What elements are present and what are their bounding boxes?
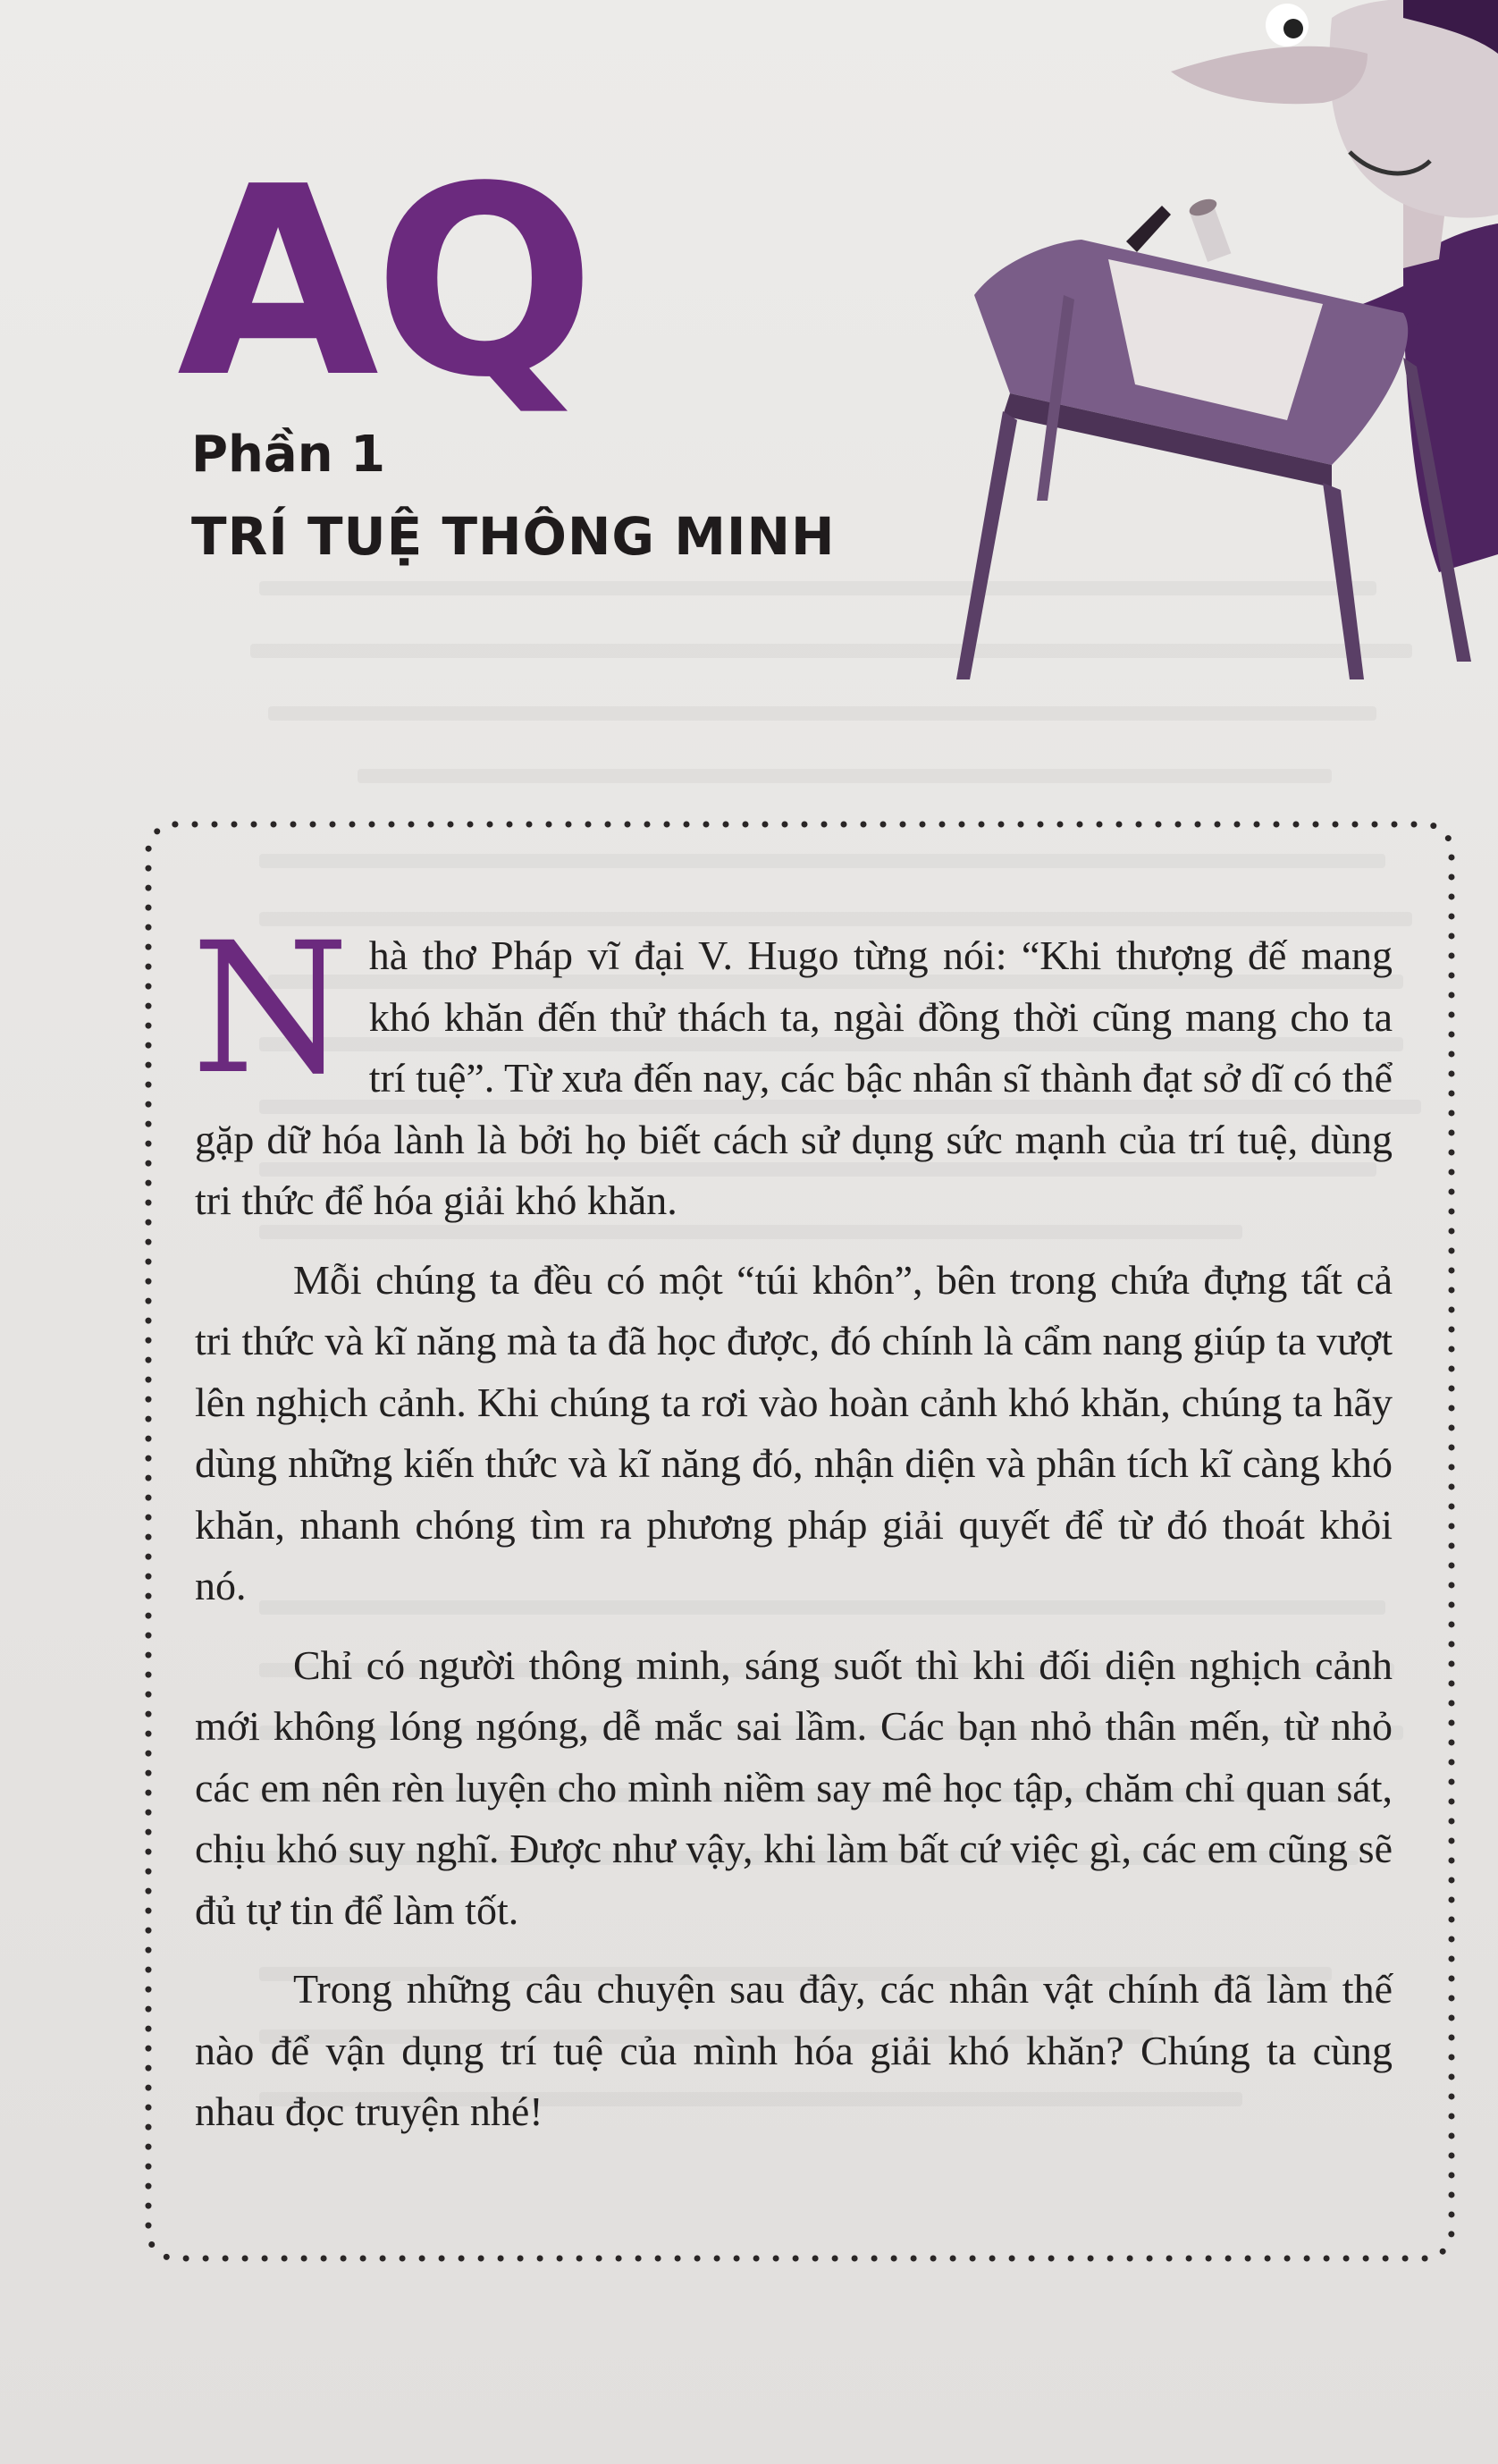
part-title: TRÍ TUỆ THÔNG MINH <box>191 506 836 567</box>
intro-paragraph-4: Trong những câu chuyện sau đây, các nhân vật chính đã làm thế nào để vận dụng trí tuệ của mình hóa giải khó khăn? Chúng ta cùng nhau đọc truyện nhé! <box>195 1966 1393 2134</box>
intro-text-block <box>191 903 1393 2161</box>
drop-cap: N <box>191 903 349 1114</box>
intro-paragraph-1 <box>191 903 1393 1232</box>
man-writing-at-desk-illustration <box>903 0 1498 679</box>
part-label: Phần 1 <box>191 426 386 484</box>
intro-paragraph-1-text: hà thơ Pháp vĩ đại V. Hugo từng nói: “Khi thượng đế mang khó khăn đến thử thách ta, ngài đồng thời cũng mang cho ta trí tuệ”. Từ xưa đến nay, các bậc nhân sĩ thành đạt sở dĩ có thể gặp dữ hóa lành là bởi họ biết cách sử dụng sức mạnh của trí tuệ, dùng tri thức để hóa giải khó khăn. <box>195 932 1393 1223</box>
intro-paragraph-3: Chỉ có người thông minh, sáng suốt thì khi đối diện nghịch cảnh mới không lóng ngóng, dễ mắc sai lầm. Các bạn nhỏ thân mến, từ nhỏ các em nên rèn luyện cho mình niềm say mê học tập, chăm chỉ quan sát, chịu khó suy nghĩ. Được như vậy, khi làm bất cứ việc gì, các em cũng sẽ đủ tự tin để làm tốt. <box>195 1641 1393 1933</box>
chapter-big-title: AQ <box>177 131 591 435</box>
intro-paragraph-2: Mỗi chúng ta đều có một “túi khôn”, bên trong chứa đựng tất cả tri thức và kĩ năng mà ta đã học được, đó chính là cẩm nang giúp ta vượt lên nghịch cảnh. Khi chúng ta rơi vào hoàn cảnh khó khăn, chúng ta hãy dùng những kiến thức và kĩ năng đó, nhận diện và phân tích kĩ càng khó khăn, nhanh chóng tìm ra phương pháp giải quyết để từ đó thoát khỏi nó. <box>195 1256 1393 1608</box>
